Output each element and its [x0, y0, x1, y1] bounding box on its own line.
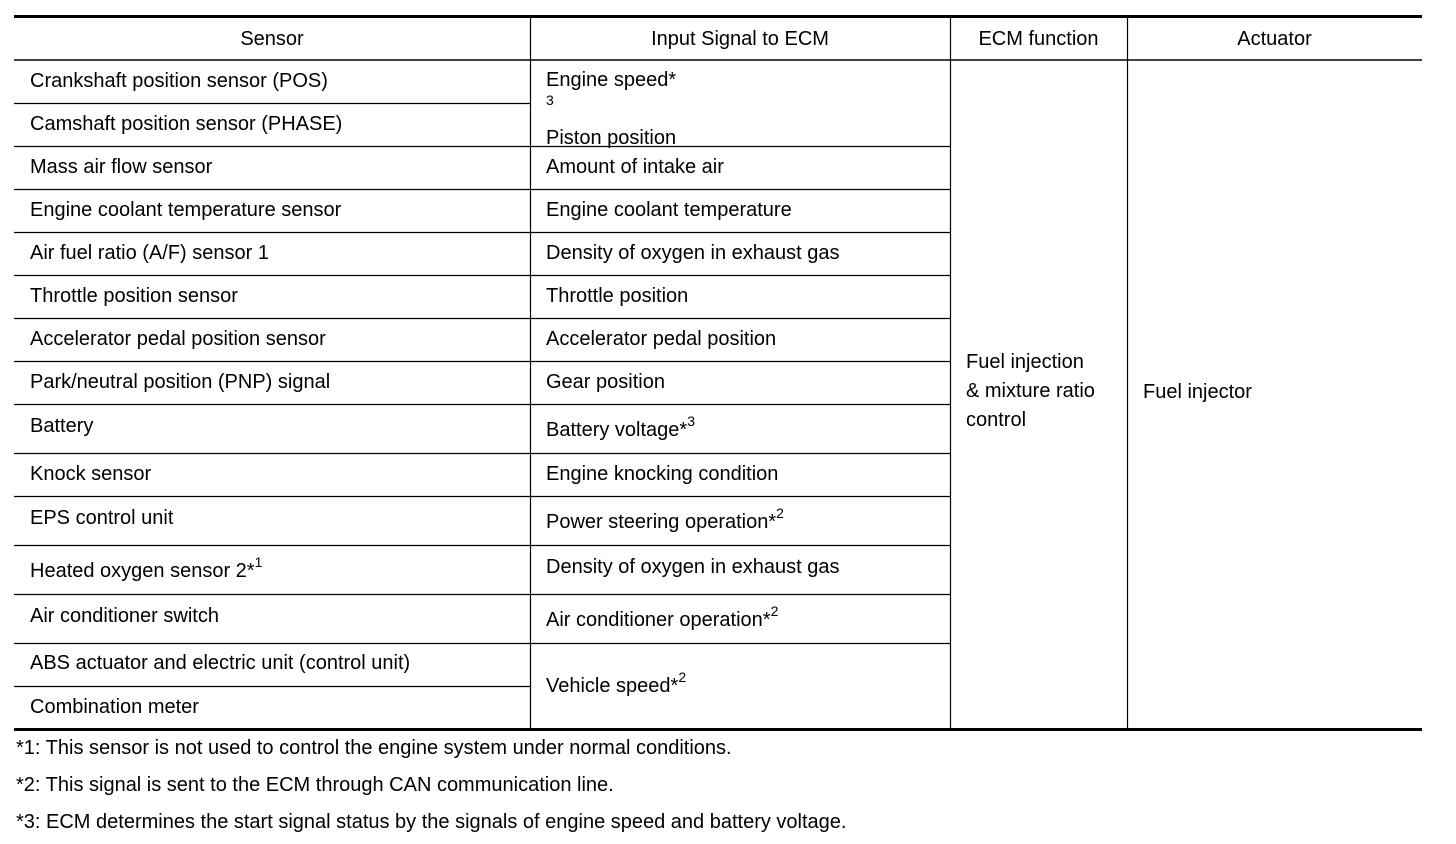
input-cell	[530, 643, 950, 729]
input-cell	[530, 545, 950, 590]
input-label: Engine knocking condition	[546, 463, 779, 485]
footnote-ref: 2	[776, 505, 784, 522]
input-text: Vehicle speed*	[546, 674, 679, 697]
sensor-label: Throttle position sensor	[30, 285, 238, 307]
input-text: Air conditioner operation*	[546, 609, 771, 631]
sensor-cell	[14, 146, 530, 189]
input-cell	[530, 275, 950, 318]
ecm-function-cell	[950, 348, 1127, 436]
header-ecm-function	[950, 18, 1127, 60]
header-sensor-label: Sensor	[240, 27, 304, 50]
sensor-label: Camshaft position sensor (PHASE)	[30, 113, 343, 135]
sensor-label: Battery	[30, 415, 94, 437]
sensor-label: Knock sensor	[30, 463, 152, 485]
sensor-label: Park/neutral position (PNP) signal	[30, 371, 331, 393]
input-label	[546, 413, 695, 445]
input-cell	[530, 146, 950, 189]
header-input-signal-label: Input Signal to ECM	[651, 27, 829, 50]
header-sensor	[14, 18, 530, 60]
header-ecm-function-label: ECM function	[978, 27, 1099, 50]
input-label	[546, 66, 676, 124]
sensor-label: Air fuel ratio (A/F) sensor 1	[30, 242, 269, 264]
footnote-ref: 3	[546, 92, 554, 109]
actuator-label: Fuel injector	[1143, 380, 1252, 403]
sensor-cell	[14, 318, 530, 361]
sensor-cell	[14, 404, 530, 449]
footnote-ref: 2	[678, 668, 687, 685]
input-cell	[530, 453, 950, 496]
sensor-label: Combination meter	[30, 696, 199, 718]
footnote-2: *2: This signal is sent to the ECM through CAN communication line.	[16, 774, 614, 796]
ecm-function-line: & mixture ratio	[966, 380, 1095, 402]
sensor-cell	[14, 686, 530, 729]
input-label	[546, 668, 687, 701]
input-label	[546, 505, 784, 537]
input-cell-engine-speed	[530, 66, 950, 149]
input-text: Battery voltage*	[546, 419, 688, 441]
footnote-1: *1: This sensor is not used to control the engine system under normal conditions.	[16, 737, 732, 759]
input-cell	[530, 232, 950, 275]
input-label: Accelerator pedal position	[546, 328, 777, 350]
sensor-text: Heated oxygen sensor 2*	[30, 560, 255, 582]
input-label: Density of oxygen in exhaust gas	[546, 556, 840, 578]
input-cell	[530, 189, 950, 232]
sensor-cell	[14, 496, 530, 541]
input-cell	[530, 500, 950, 545]
input-text: Power steering operation*	[546, 511, 777, 533]
sensor-cell	[14, 361, 530, 404]
sensor-cell	[14, 103, 530, 146]
header-actuator-label: Actuator	[1237, 27, 1312, 50]
input-label: Gear position	[546, 371, 665, 393]
header-input-signal	[530, 18, 950, 60]
sensor-cell	[14, 60, 530, 103]
input-cell	[530, 598, 950, 643]
sensor-cell	[14, 549, 530, 594]
footnote-ref: 3	[687, 413, 695, 430]
input-label: Density of oxygen in exhaust gas	[546, 242, 840, 264]
input-label: Throttle position	[546, 285, 689, 307]
input-label: Engine coolant temperature	[546, 199, 792, 221]
input-text: Engine speed*	[546, 69, 677, 91]
input-label	[546, 603, 779, 635]
sensor-cell	[14, 453, 530, 496]
sensor-label: Engine coolant temperature sensor	[30, 199, 342, 221]
footnote-3: *3: ECM determines the start signal status by the signals of engine speed and battery voltage.	[16, 811, 847, 833]
actuator-cell	[1127, 377, 1422, 407]
sensor-cell	[14, 594, 530, 639]
input-label: Piston position	[546, 127, 677, 149]
sensor-cell	[14, 232, 530, 275]
footnote-ref: 2	[770, 603, 779, 620]
sensor-cell	[14, 643, 530, 683]
header-actuator	[1127, 18, 1422, 60]
input-cell	[530, 408, 950, 453]
sensor-label: ABS actuator and electric unit (control unit)	[30, 651, 411, 674]
ecm-function-line: control	[966, 409, 1027, 431]
sensor-label: EPS control unit	[30, 507, 174, 529]
input-cell	[530, 361, 950, 404]
sensor-label: Mass air flow sensor	[30, 156, 213, 178]
ecm-function-line: Fuel injection	[966, 351, 1084, 373]
input-label: Amount of intake air	[546, 156, 724, 178]
footnote-ref: 1	[254, 554, 263, 571]
sensor-cell	[14, 275, 530, 318]
input-cell	[530, 318, 950, 361]
sensor-cell	[14, 189, 530, 232]
sensor-label: Accelerator pedal position sensor	[30, 328, 326, 350]
sensor-label	[30, 554, 263, 586]
sensor-label: Crankshaft position sensor (POS)	[30, 70, 328, 92]
sensor-label: Air conditioner switch	[30, 605, 219, 627]
